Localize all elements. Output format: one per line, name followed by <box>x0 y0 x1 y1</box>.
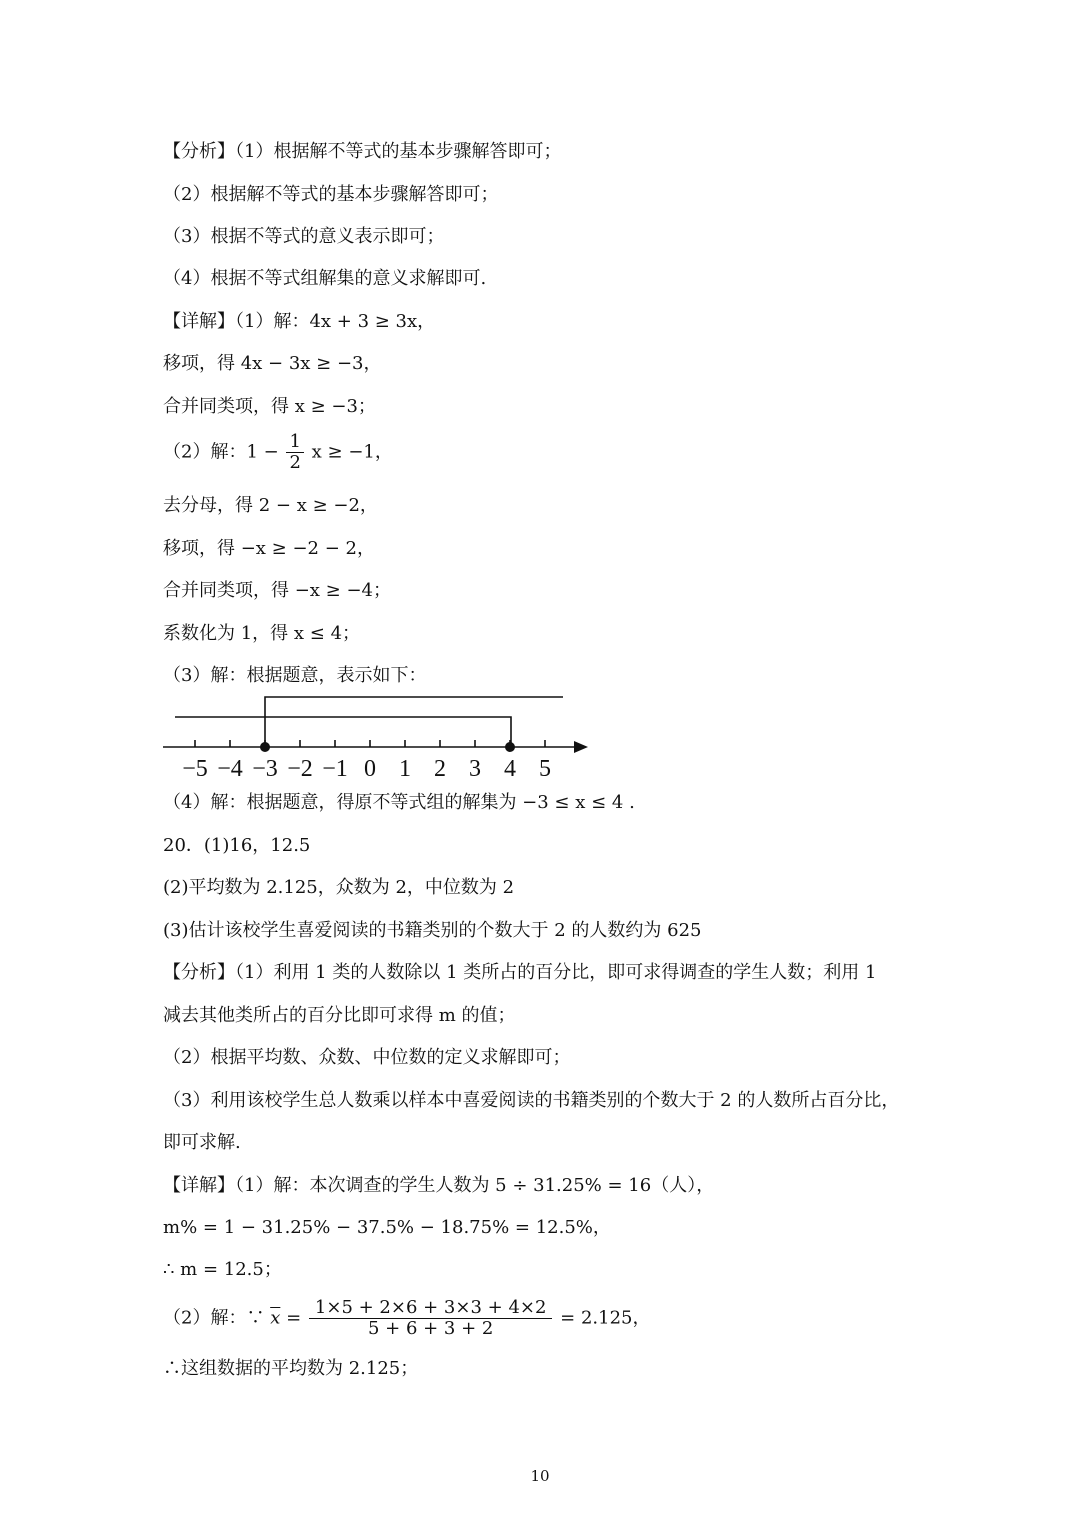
detail-line-5: 去分母，得 2 − x ≥ −2， <box>163 495 378 516</box>
detail-line-6: 移项，得 −x ≥ −2 − 2， <box>163 538 375 559</box>
number-line-tick-label: 5 <box>539 756 551 782</box>
answer-20-3: (3)估计该校学生喜爱阅读的书籍类别的个数大于 2 的人数约为 625 <box>163 920 702 941</box>
detail-line-7: 合并同类项，得 −x ≥ −4； <box>163 580 392 601</box>
analysis20-line-3: （2）根据平均数、众数、中位数的定义求解即可； <box>163 1047 571 1068</box>
analysis20-line-4: （3）利用该校学生总人数乘以样本中喜爱阅读的书籍类别的个数大于 2 的人数所占百分比， <box>163 1090 900 1111</box>
answer-20-1: 20．(1)16，12.5 <box>163 835 311 856</box>
detail-line-2: 移项，得 4x − 3x ≥ −3， <box>163 353 382 374</box>
detail20-line-5: ∴这组数据的平均数为 2.125； <box>163 1358 419 1379</box>
detail-fraction-line: （2）解：1 − $\frac{1}{2}$ x ≥ −1， <box>163 431 393 473</box>
detail-line-1: 【详解】（1）解：4x + 3 ≥ 3x， <box>163 311 436 332</box>
analysis20-line-1: 【分析】（1）利用 1 类的人数除以 1 类所占的百分比，即可求得调查的学生人数；利用 1 <box>163 962 877 983</box>
number-line-tick-label: 0 <box>364 756 376 782</box>
number-line-diagram <box>160 690 600 785</box>
mean-formula-line: （2）解：∵ $\overline{x}$ = $\frac{1\times 5 + 2\times 6 + 3\times 3 + 4\times 2}{5 + 6 + 3 + 2}$ = 2.125， <box>163 1297 651 1339</box>
analysis-line-1: 【分析】（1）根据解不等式的基本步骤解答即可； <box>163 141 562 162</box>
number-line-tick-label: 4 <box>504 756 516 782</box>
detail-line-8: 系数化为 1，得 x ≤ 4； <box>163 623 361 644</box>
number-line-tick-label: 2 <box>434 756 446 782</box>
page-number: 10 <box>530 1467 550 1485</box>
fraction-one-half: $\frac{1}{2}$ <box>286 432 303 473</box>
number-line-tick-label: 3 <box>469 756 481 782</box>
number-line-solid-point <box>260 742 270 752</box>
detail-line-9: （3）解：根据题意，表示如下： <box>163 665 427 686</box>
bracket-x-ge-neg3 <box>265 697 563 747</box>
answer-20-2: (2)平均数为 2.125，众数为 2，中位数为 2 <box>163 877 515 898</box>
number-line-tick-label: −5 <box>182 756 208 782</box>
detail20-line-1: 【详解】（1）解：本次调查的学生人数为 5 ÷ 31.25% = 16（人）， <box>163 1175 715 1196</box>
analysis20-line-5: 即可求解. <box>163 1132 241 1153</box>
analysis-line-4: （4）根据不等式组解集的意义求解即可. <box>163 268 487 289</box>
number-line-arrow <box>574 741 588 753</box>
analysis20-line-2: 减去其他类所占的百分比即可求得 m 的值； <box>163 1005 516 1026</box>
number-line-tick-label: −4 <box>217 756 243 782</box>
analysis-line-3: （3）根据不等式的意义表示即可； <box>163 226 445 247</box>
detail-line-10: （4）解：根据题意，得原不等式组的解集为 −3 ≤ x ≤ 4 . <box>163 792 635 813</box>
number-line-solid-point <box>505 742 515 752</box>
number-line-tick-label: −2 <box>287 756 313 782</box>
number-line-tick-label: −3 <box>252 756 278 782</box>
analysis-line-2: （2）根据解不等式的基本步骤解答即可； <box>163 184 499 205</box>
detail-line-3: 合并同类项，得 x ≥ −3； <box>163 396 376 417</box>
mean-fraction: $\frac{1\times 5 + 2\times 6 + 3\times 3 + 4\times 2}{5 + 6 + 3 + 2}$ <box>309 1298 553 1339</box>
number-line-tick-label: −1 <box>322 756 348 782</box>
bracket-x-le-4 <box>175 717 511 747</box>
x-bar: $\overline{x}$ <box>270 1307 281 1329</box>
number-line-tick-label: 1 <box>399 756 411 782</box>
detail20-line-3: ∴ m = 12.5； <box>163 1259 282 1280</box>
detail20-line-2: m% = 1 − 31.25% − 37.5% − 18.75% = 12.5%， <box>163 1217 611 1238</box>
